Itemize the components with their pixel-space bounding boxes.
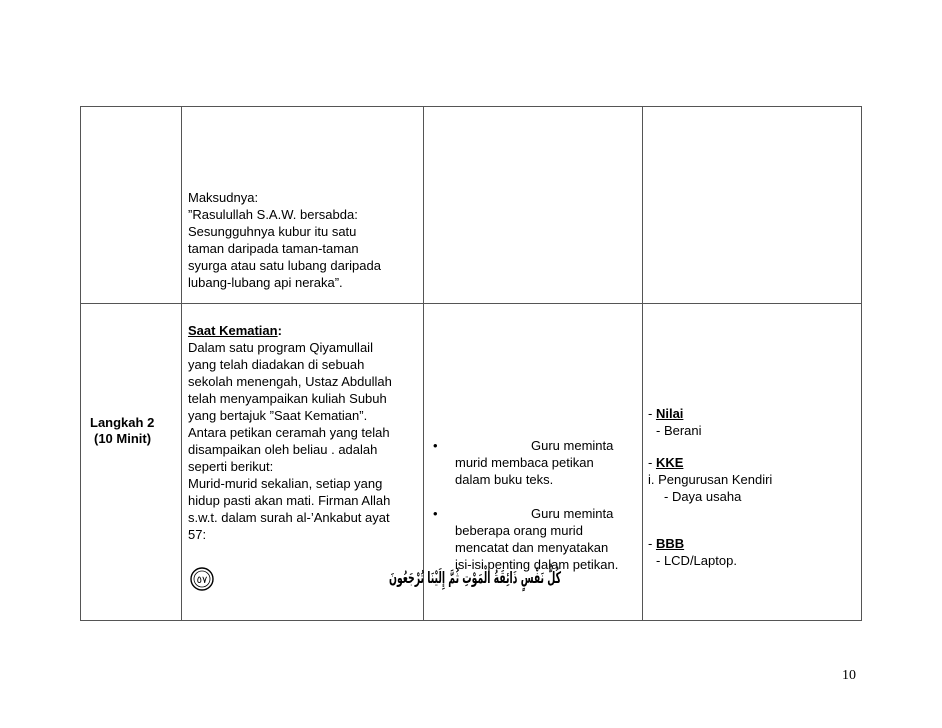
content-line: 57: (188, 527, 207, 542)
content-line: yang bertajuk ”Saat Kematian”. (188, 408, 368, 423)
column-divider-2 (423, 106, 424, 621)
content-line: disampaikan oleh beliau . adalah (188, 442, 378, 457)
kke-line: i. Pengurusan Kendiri (648, 472, 773, 487)
verse-number: ٥٧ (196, 575, 208, 586)
kke-prefix: - (648, 455, 656, 470)
kke-heading (648, 454, 683, 471)
row1-line: Sesungguhnya kubur itu satu (188, 224, 357, 239)
nilai-heading (648, 405, 683, 422)
bbb-heading (648, 535, 684, 552)
content-heading: Saat Kematian (188, 323, 278, 338)
nilai-value: - Berani (656, 423, 702, 438)
content-line: yang telah diadakan di sebuah (188, 357, 365, 372)
content-line: telah menyampaikan kuliah Subuh (188, 391, 387, 406)
content-line: Dalam satu program Qiyamullail (188, 340, 373, 355)
content-line: seperti berikut: (188, 459, 274, 474)
activity-line: dalam buku teks. (455, 472, 554, 487)
activity-line: mencatat dan menyatakan (455, 540, 609, 555)
column-divider-1 (181, 106, 182, 621)
kke-line: - Daya usaha (664, 489, 742, 504)
content-line: Antara petikan ceramah yang telah (188, 425, 390, 440)
row1-line: taman daripada taman-taman (188, 241, 359, 256)
page-number: 10 (842, 668, 856, 683)
table-right-border (861, 106, 862, 621)
activity-line: beberapa orang murid (455, 523, 583, 538)
activity-line: murid membaca petikan (455, 455, 594, 470)
content-line: s.w.t. dalam surah al-’Ankabut ayat (188, 510, 390, 525)
activity-line: Guru meminta (531, 506, 614, 521)
bbb-label: BBB (655, 536, 685, 551)
content-heading-wrap (188, 322, 282, 339)
bullet-icon: • (433, 438, 438, 453)
step-time: (10 Minit) (94, 431, 152, 446)
row1-line: Maksudnya: (188, 190, 259, 205)
table-bottom-border (80, 620, 862, 621)
table-left-border (80, 106, 81, 621)
bullet-icon: • (433, 506, 438, 521)
activity-line: Guru meminta (531, 438, 614, 453)
activity-line: isi-isi penting dalam petikan. (455, 557, 619, 572)
verse-text: كُلُّ نَفْسٍ ذَائِقَةُ الْمَوْتِ ثُمَّ إِلَيْنَا تُرْجَعُونَ (389, 568, 685, 587)
row1-line: ”Rasulullah S.A.W. bersabda: (188, 207, 358, 222)
row-divider (80, 303, 862, 304)
bbb-prefix: - (648, 536, 656, 551)
nilai-label: Nilai (655, 406, 684, 421)
step-label: Langkah 2 (90, 415, 155, 430)
kke-label: KKE (655, 455, 684, 470)
row1-line: lubang-lubang api neraka”. (188, 275, 343, 290)
bbb-value: - LCD/Laptop. (656, 553, 737, 568)
content-line: hidup pasti akan mati. Firman Allah (188, 493, 391, 508)
column-divider-3 (642, 106, 643, 621)
content-line: Murid-murid sekalian, setiap yang (188, 476, 383, 491)
row1-line: syurga atau satu lubang daripada (188, 258, 381, 273)
table-top-border (80, 106, 862, 107)
content-line: sekolah menengah, Ustaz Abdullah (188, 374, 392, 389)
content-heading-colon: : (277, 323, 282, 338)
nilai-prefix: - (648, 406, 656, 421)
